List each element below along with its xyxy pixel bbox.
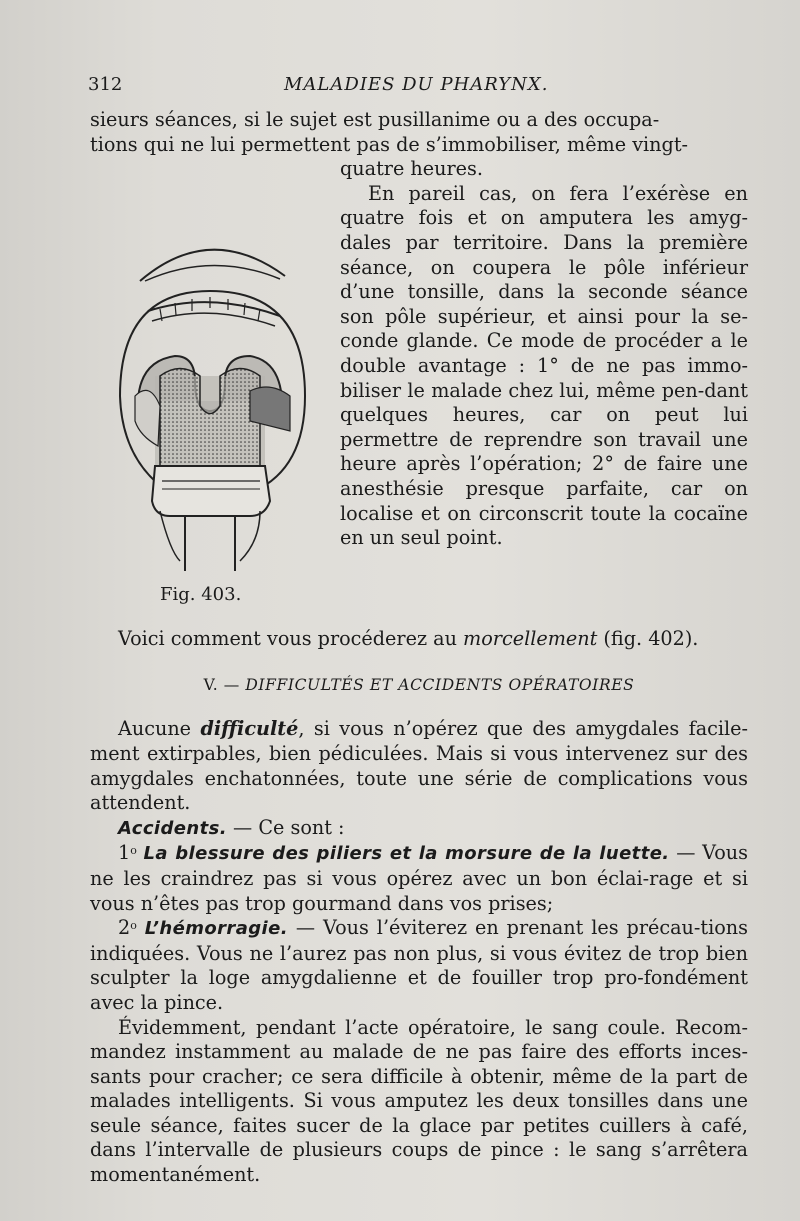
accidents-rest: — Ce sont : <box>226 815 345 839</box>
paragraph-continuation-line-3: quatre heures. <box>340 157 483 181</box>
paragraph-morcellement <box>90 627 748 652</box>
accidents-heading: Accidents. <box>118 817 227 839</box>
paragraph-item-2: 2$^o$ L’hémorragie. — Vous l’éviterez en prenant les précau-tions indiquées. Vous ne l’aurez pas non plus, si vous évitez de trop bien sculpter la loge amygdalienne et de fouiller trop pro-fondément avec la pince. <box>90 916 748 1014</box>
item-1-text: — Vous ne les craindrez pas si vous opérez avec un bon éclai-rage et si vous n’êtes pas trop gourmand dans vos prises; <box>90 841 748 915</box>
paragraph-continuation-line-1: sieurs séances, si le sujet est pusillanime ou a des occupa- <box>90 108 660 131</box>
item-2-text: — Vous l’éviterez en prenant les précau-tions indiquées. Vous ne l’aurez pas non plus, si vous évitez de trop bien sculpter la loge amygdalienne et de fouiller trop pro-fondément avec la pince. <box>90 916 748 1014</box>
page-header <box>88 74 728 104</box>
paragraph-continuation-line-2: tions qui ne lui permettent pas de s’immobiliser, même vingt- <box>90 132 689 156</box>
item-2-heading: L’hémorragie. <box>144 918 288 940</box>
page-body <box>90 108 748 1188</box>
p4-text-b: , si vous n’opérez que des amygdales facile-ment extirpables, bien pédiculées. Mais si vous intervenez sur des amygdales enchatonnées, toute une série de complications vous attendent. <box>90 717 748 815</box>
paragraph-accidents <box>90 816 748 842</box>
item-1-number: 1 <box>118 841 131 865</box>
p3-emphasis: morcellement <box>463 627 598 651</box>
paragraph-item-1: 1$^o$ La blessure des piliers et la morsure de la luette. — Vous ne les craindrez pas si vous opérez avec un bon éclai-rage et si vous n’êtes pas trop gourmand dans vos prises; <box>90 841 748 915</box>
section-number: V. — <box>203 675 240 694</box>
running-title: MALADIES DU PHARYNX. <box>284 74 549 95</box>
section-heading <box>90 673 748 698</box>
paragraph-difficulty <box>90 717 748 815</box>
p4-text-a: Aucune <box>118 717 201 741</box>
paragraph-bleeding: Évidemment, pendant l’acte opératoire, le sang coule. Recom-mandez instamment au malade de ne pas faire des efforts inces-sants pour cracher; ce sera difficile à obtenir, même de la part de malades intelligents. Si vous amputez les deux tonsilles dans une seule séance, faites sucer de la glace par petites cuillers à café, dans l’intervalle de plusieurs coups de pince : le sang s’arrêtera momentanément. <box>90 1015 748 1187</box>
paragraph-excision-method: En pareil cas, on fera l’exérèse en quatre fois et on amputera les amyg-dales par territoire. Dans la première séance, on coupera le pôle inférieur d’une tonsille, dans la seconde séance son pôle supérieur, et ainsi pour la se-conde glande. Ce mode de procéder a le double avantage : 1° de ne pas immo-biliser le malade chez lui, même pen-dant quelques heures, car on peut lui permettre de reprendre son travail une heure après l’opération; 2° de faire une anesthésie presque parfaite, car on localise et on circonscrit toute la cocaïne en un seul point. <box>340 181 748 550</box>
figure-caption: Fig. 403. <box>160 584 242 606</box>
item-2-number: 2 <box>118 916 131 940</box>
figure-403 <box>90 181 340 627</box>
page-number: 312 <box>88 74 123 95</box>
p3-text-after: (fig. 402). <box>597 627 699 651</box>
item-1-heading: La blessure des piliers et la morsure de la luette. <box>143 843 670 865</box>
p4-emphasis: difficulté <box>200 717 299 741</box>
throat-illustration <box>100 181 320 581</box>
section-title-text: DIFFICULTÉS ET ACCIDENTS OPÉRATOIRES <box>245 675 635 694</box>
p3-text-before: Voici comment vous procéderez au <box>118 627 464 651</box>
